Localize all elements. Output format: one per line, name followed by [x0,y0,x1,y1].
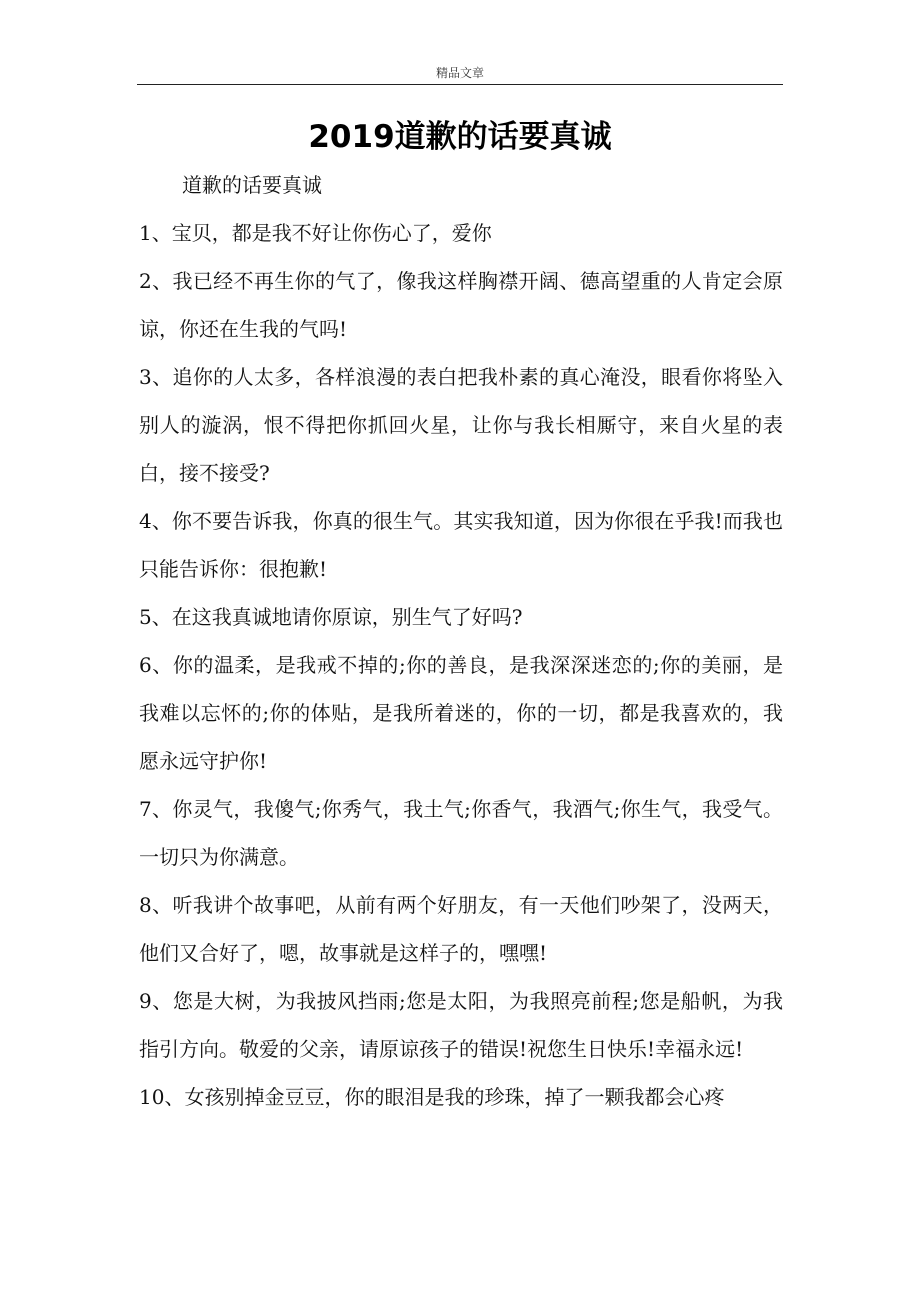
header-divider [137,84,783,85]
apology-item-1: 1、宝贝，都是我不好让你伤心了，爱你 [139,221,492,245]
document-body [139,161,783,1121]
page-header-label: 精品文章 [435,66,484,80]
apology-item-9: 9、您是大树，为我披风挡雨;您是太阳，为我照亮前程;您是船帆，为我指引方向。敬爱的父亲，请原谅孩子的错误!祝您生日快乐!幸福永远! [139,989,783,1061]
apology-item-3: 3、追你的人太多，各样浪漫的表白把我朴素的真心淹没，眼看你将坠入别人的漩涡，恨不得把你抓回火星，让你与我长相厮守，来自火星的表白，接不接受? [139,365,783,485]
apology-item-8: 8、听我讲个故事吧，从前有两个好朋友，有一天他们吵架了，没两天，他们又合好了，嗯，故事就是这样子的，嘿嘿! [139,893,783,965]
apology-item-6: 6、你的温柔，是我戒不掉的;你的善良，是我深深迷恋的;你的美丽，是我难以忘怀的;你的体贴，是我所着迷的，你的一切，都是我喜欢的，我愿永远守护你! [139,653,783,773]
document-title: 2019道歉的话要真诚 [308,119,612,155]
apology-item-2: 2、我已经不再生你的气了，像我这样胸襟开阔、德高望重的人肯定会原谅，你还在生我的气吗! [139,269,783,341]
apology-item-4: 4、你不要告诉我，你真的很生气。其实我知道，因为你很在乎我!而我也只能告诉你：很抱歉! [139,509,783,581]
apology-item-7: 7、你灵气，我傻气;你秀气，我土气;你香气，我酒气;你生气，我受气。一切只为你满意。 [139,797,783,869]
document-subtitle: 道歉的话要真诚 [182,173,322,197]
apology-item-10: 10、女孩别掉金豆豆，你的眼泪是我的珍珠，掉了一颗我都会心疼 [139,1085,725,1109]
apology-item-5: 5、在这我真诚地请你原谅，别生气了好吗? [139,605,523,629]
